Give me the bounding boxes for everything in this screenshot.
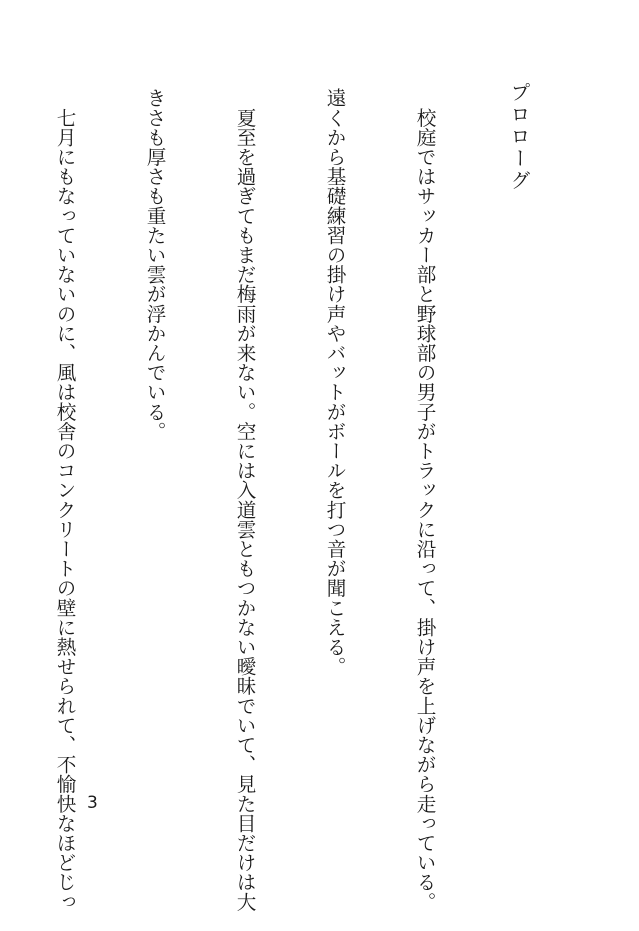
body-text xyxy=(0,88,499,912)
text-line: きさも厚さも重たい雲が浮かんでいる。 xyxy=(143,88,166,441)
chapter-title: プロローグ xyxy=(507,82,531,192)
text-line: 遠くから基礎練習の掛け声やバットがボールを打つ音が聞こえる。 xyxy=(323,88,346,676)
text-line: 七月にもなっていないのに、風は校舎のコンクリートの壁に熱せられて、不愉快なほどじっ xyxy=(53,88,76,912)
page-number: 3 xyxy=(87,793,98,813)
text-line: 夏至を過ぎてもまだ梅雨が来ない。空には入道雲ともつかない曖昧でいて、見た目だけは大 xyxy=(233,88,256,912)
text-line: 校庭ではサッカー部と野球部の男子がトラックに沿って、掛け声を上げながら走っている。 xyxy=(413,88,436,912)
